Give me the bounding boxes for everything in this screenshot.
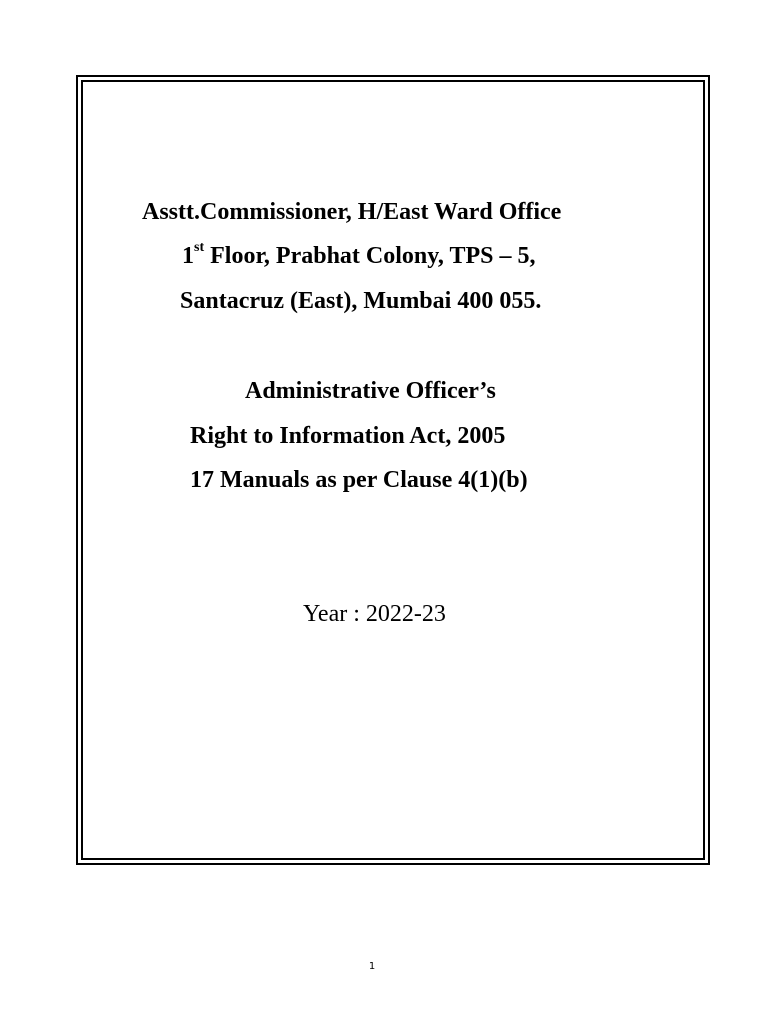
- office-city-address: Santacruz (East), Mumbai 400 055.: [180, 288, 542, 314]
- floor-number: 1: [182, 243, 194, 269]
- office-floor-address: [182, 241, 536, 271]
- act-title: Right to Information Act, 2005: [190, 423, 506, 449]
- year-label: Year : 2022-23: [303, 601, 446, 627]
- floor-ordinal-suffix: st: [194, 240, 205, 255]
- manuals-clause: 17 Manuals as per Clause 4(1)(b): [190, 467, 528, 493]
- office-name: Asstt.Commissioner, H/East Ward Office: [142, 199, 562, 225]
- floor-address-text: Floor, Prabhat Colony, TPS – 5,: [204, 243, 536, 269]
- page-number: 1: [368, 961, 376, 972]
- officer-title: Administrative Officer’s: [245, 378, 496, 404]
